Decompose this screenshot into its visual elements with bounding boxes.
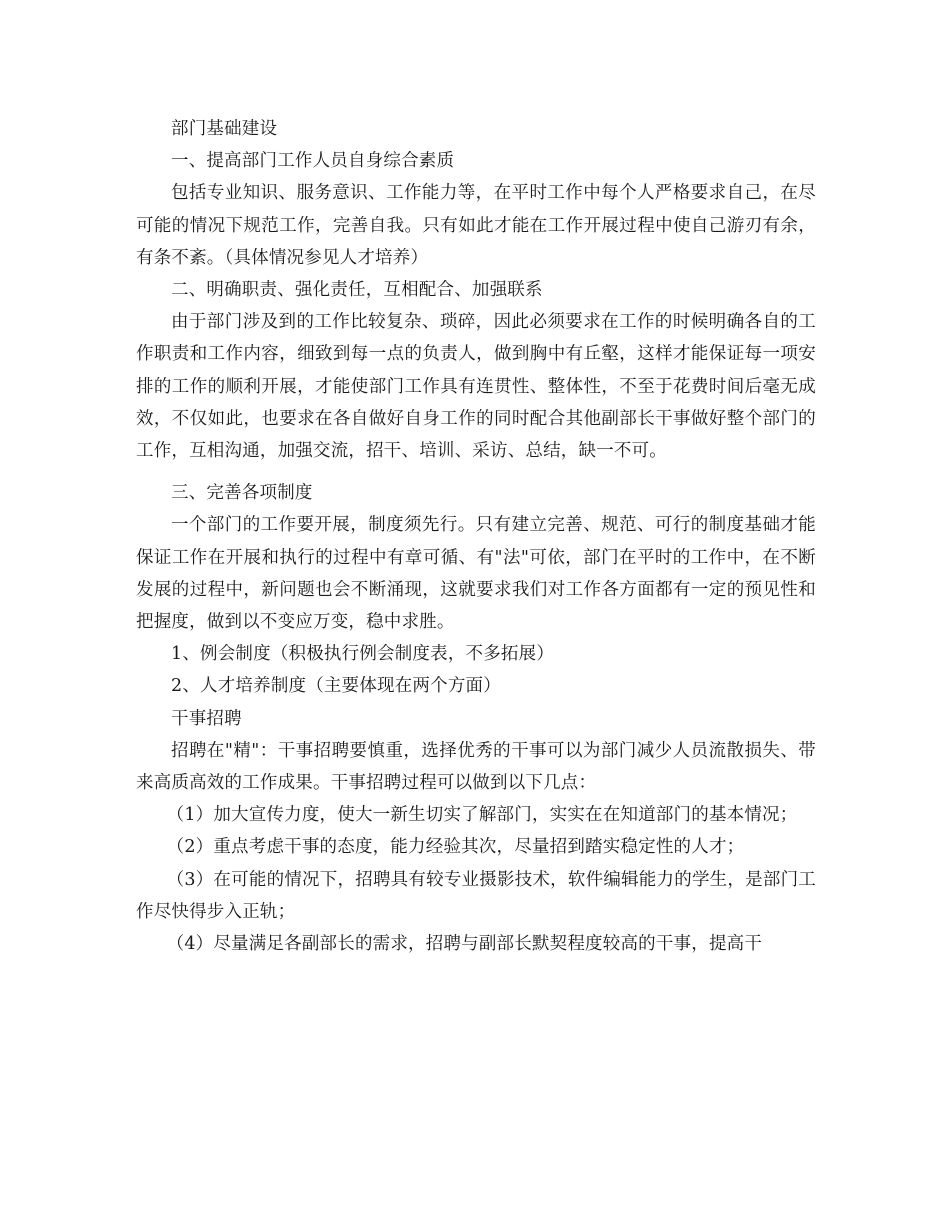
list-item-point-1: （1）加大宣传力度，使大一新生切实了解部门，实实在在知道部门的基本情况； (166, 805, 798, 826)
heading-2: 二、明确职责、强化责任，互相配合、加强联系 (171, 280, 543, 301)
heading-1: 一、提高部门工作人员自身综合素质 (171, 151, 455, 172)
heading-3: 三、完善各项制度 (171, 483, 313, 504)
list-item-meeting: 1、例会制度（积极执行例会制度表，不多拓展） (171, 644, 555, 665)
list-item-point-2: （2）重点考虑干事的态度，能力经验其次，尽量招到踏实稳定性的人才； (166, 837, 745, 858)
list-item-point-3: （3）在可能的情况下，招聘具有较专业摄影技术，软件编辑能力的学生，是部门工作尽快得步入正轨； (136, 869, 816, 922)
paragraph-recruitment: 招聘在"精"：干事招聘要慎重，选择优秀的干事可以为部门减少人员流散损失、带来高质高效的工作成果。干事招聘过程可以做到以下几点： (136, 740, 816, 794)
list-item-point-4: （4）尽量满足各副部长的需求，招聘与副部长默契程度较高的干事，提高干 (166, 934, 763, 955)
paragraph-quality: 包括专业知识、服务意识、工作能力等，在平时工作中每个人严格要求自己，在尽可能的情况下规范工作，完善自我。只有如此才能在工作开展过程中使自己游刃有余，有条不紊。（具体情况参见人才培养） (136, 183, 816, 268)
paragraph-responsibility: 由于部门涉及到的工作比较复杂、琐碎，因此必须要求在工作的时候明确各自的工作职责和工作内容，细致到每一点的负责人，做到胸中有丘壑，这样才能保证每一项安排的工作的顺利开展，才能使部门工作具有连贯性、整体性，不至于花费时间后毫无成效，不仅如此，也要求在各自做好自身工作的同时配合其他副部长干事做好整个部门的工作，互相沟通，加强交流，招干、培训、采访、总结，缺一不可。 (136, 312, 816, 462)
document-body (136, 113, 816, 960)
paragraph-systems: 一个部门的工作要开展，制度须先行。只有建立完善、规范、可行的制度基础才能保证工作在开展和执行的过程中有章可循、有"法"可依，部门在平时的工作中，在不断发展的过程中，新问题也会不断涌现，这就要求我们对工作各方面都有一定的预见性和把握度，做到以不变应万变，稳中求胜。 (136, 515, 816, 633)
list-item-talent: 2、人才培养制度（主要体现在两个方面） (171, 676, 501, 697)
section-title: 部门基础建设 (171, 119, 278, 139)
subheading-recruitment: 干事招聘 (171, 708, 242, 729)
